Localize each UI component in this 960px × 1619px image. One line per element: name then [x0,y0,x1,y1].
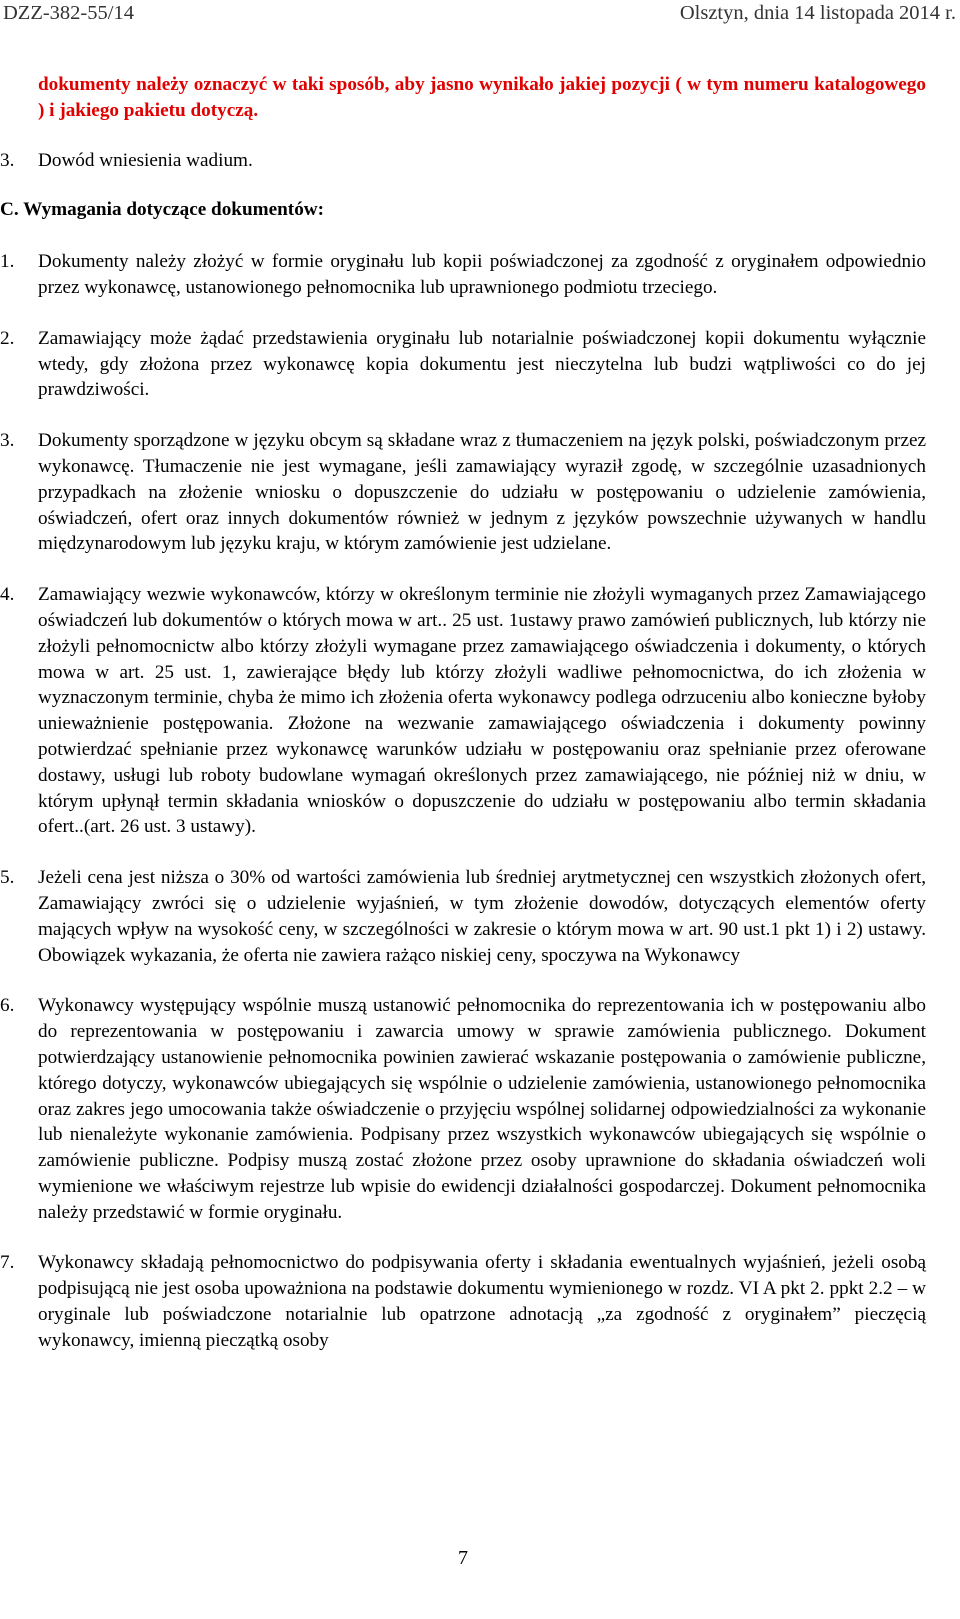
page-number: 7 [458,1547,468,1569]
section-heading: C. Wymagania dotyczące dokumentów: [0,199,325,221]
item-number: 3. [0,149,15,171]
item-number: 2. [0,327,15,349]
document-id: DZZ-382-55/14 [3,2,134,24]
item-number: 6. [0,995,15,1017]
list-item-2 [0,326,926,403]
item-text: Zamawiający może żądać przedstawienia oryginału lub notarialnie poświadczonej kopii dokumentu wyłącznie wtedy, gdy złożona przez wykonawcę kopia dokumentu jest nieczytelna lub budzi wątpliwości co do jej prawdziwości. [38,327,926,401]
item-text: Zamawiający wezwie wykonawców, którzy w określonym terminie nie złożyli wymaganych przez Zamawiającego oświadczeń lub dokumentów o których mowa w art.. 25 ust. 1ustawy prawo zamówień publicznych, lub którzy nie złożyli pełnomocnictw albo którzy złożyli wymagane przez zamawiającego oświadczenia i dokumenty, o których mowa w art. 25 ust. 1, zawierające błędy lub którzy złożyli wadliwe pełnomocnictwa, do ich złożenia w wyznaczonym terminie, chyba że mimo ich złożenia oferta wykonawcy podlega odrzuceniu albo konieczne byłoby unieważnienie postępowania. Złożone na wezwanie zamawiającego oświadczenia i dokumenty powinny potwierdzać spełnianie przez wykonawcę warunków udziału w postępowaniu oraz spełnianie przez oferowane dostawy, usługi lub roboty budowlane wymagań określonych przez zamawiającego, nie później niż w dniu, w którym upłynął termin składania wniosków o dopuszczenie do udziału w postępowaniu albo termin składania ofert..(art. 26 ust. 3 ustawy). [38,584,926,838]
item-number: 4. [0,584,15,606]
item-number: 7. [0,1252,15,1274]
intro-paragraph: dokumenty należy oznaczyć w taki sposób, aby jasno wynikało jakiej pozycji ( w tym numeru katalogowego ) i jakiego pakietu dotyczą. [38,74,926,121]
list-item-b3 [0,148,926,174]
item-number: 5. [0,867,15,889]
list-item-1 [0,249,926,301]
item-text: Jeżeli cena jest niższa o 30% od wartości zamówienia lub średniej arytmetycznej cen wszystkich złożonych ofert, Zamawiający zwróci się o udzielenie wyjaśnień, w tym złożenie dowodów, dotyczących elementów oferty mających wpływ na wysokość ceny, w szczególności w zakresie o którym mowa w art. 90 ust.1 pkt 1) i 2) ustawy. Obowiązek wykazania, że oferta nie zawiera rażąco niskiej ceny, spoczywa na Wykonawcy [38,867,926,966]
list-item-4 [0,582,926,840]
item-text: Wykonawcy składają pełnomocnictwo do podpisywania oferty i składania ewentualnych wyjaśnień, jeżeli osobą podpisującą nie jest osoba upoważniona na podstawie dokumentu wymienionego w rozdz. VI A pkt 2. ppkt 2.2 – w oryginale lub poświadczone notarialnie lub opatrzone adnotacją „za zgodność z oryginałem” pieczęcią wykonawcy, imienną pieczątką osoby [38,1252,926,1351]
place-date: Olsztyn, dnia 14 listopada 2014 r. [679,2,956,24]
list-item-7 [0,1250,926,1353]
list-item-3 [0,428,926,557]
item-number: 3. [0,430,15,452]
item-text: Dowód wniesienia wadium. [38,149,253,171]
list-item-5 [0,865,926,968]
item-text: Dokumenty sporządzone w języku obcym są składane wraz z tłumaczeniem na język polski, poświadczonym przez wykonawcę. Tłumaczenie nie jest wymagane, jeśli zamawiający wyraził zgodę, w szczególnie uzasadnionych przypadkach na złożenie wniosku o dopuszczenie do udziału w postępowaniu o udzielenie zamówienia, oświadczeń, ofert oraz innych dokumentów również w jednym z języków powszechnie używanych w handlu międzynarodowym lub języku kraju, w którym zamówienie jest udzielane. [38,430,926,555]
document-body [0,72,926,1354]
item-text: Dokumenty należy złożyć w formie oryginału lub kopii poświadczonej za zgodność z oryginałem odpowiednio przez wykonawcę, ustanowionego pełnomocnika lub uprawnionego podmiotu trzeciego. [38,251,926,298]
list-item-6 [0,993,926,1225]
item-text: Wykonawcy występujący wspólnie muszą ustanowić pełnomocnika do reprezentowania ich w postępowaniu albo do reprezentowania w postępowaniu i zawarcia umowy w sprawie zamówienia publicznego. Dokument potwierdzający ustanowienie pełnomocnika powinien zawierać wskazanie postępowania o zamówienie publiczne, którego dotyczy, wykonawców ubiegających się wspólnie o udzielenie zamówienia, ustanowionego pełnomocnika oraz zakres jego umocowania także oświadczenie o przyjęciu wspólnej solidarnej odpowiedzialności za wykonanie lub nienależyte wykonanie zamówienia. Podpisany przez wszystkich wykonawców ubiegających się wspólnie o zamówienie publiczne. Podpisy muszą zostać złożone przez osoby uprawnione do składania oświadczeń woli wymienione we właściwym rejestrze lub wpisie do ewidencji działalności gospodarczej. Dokument pełnomocnika należy przedstawić w formie oryginału. [38,995,926,1223]
item-number: 1. [0,251,15,273]
